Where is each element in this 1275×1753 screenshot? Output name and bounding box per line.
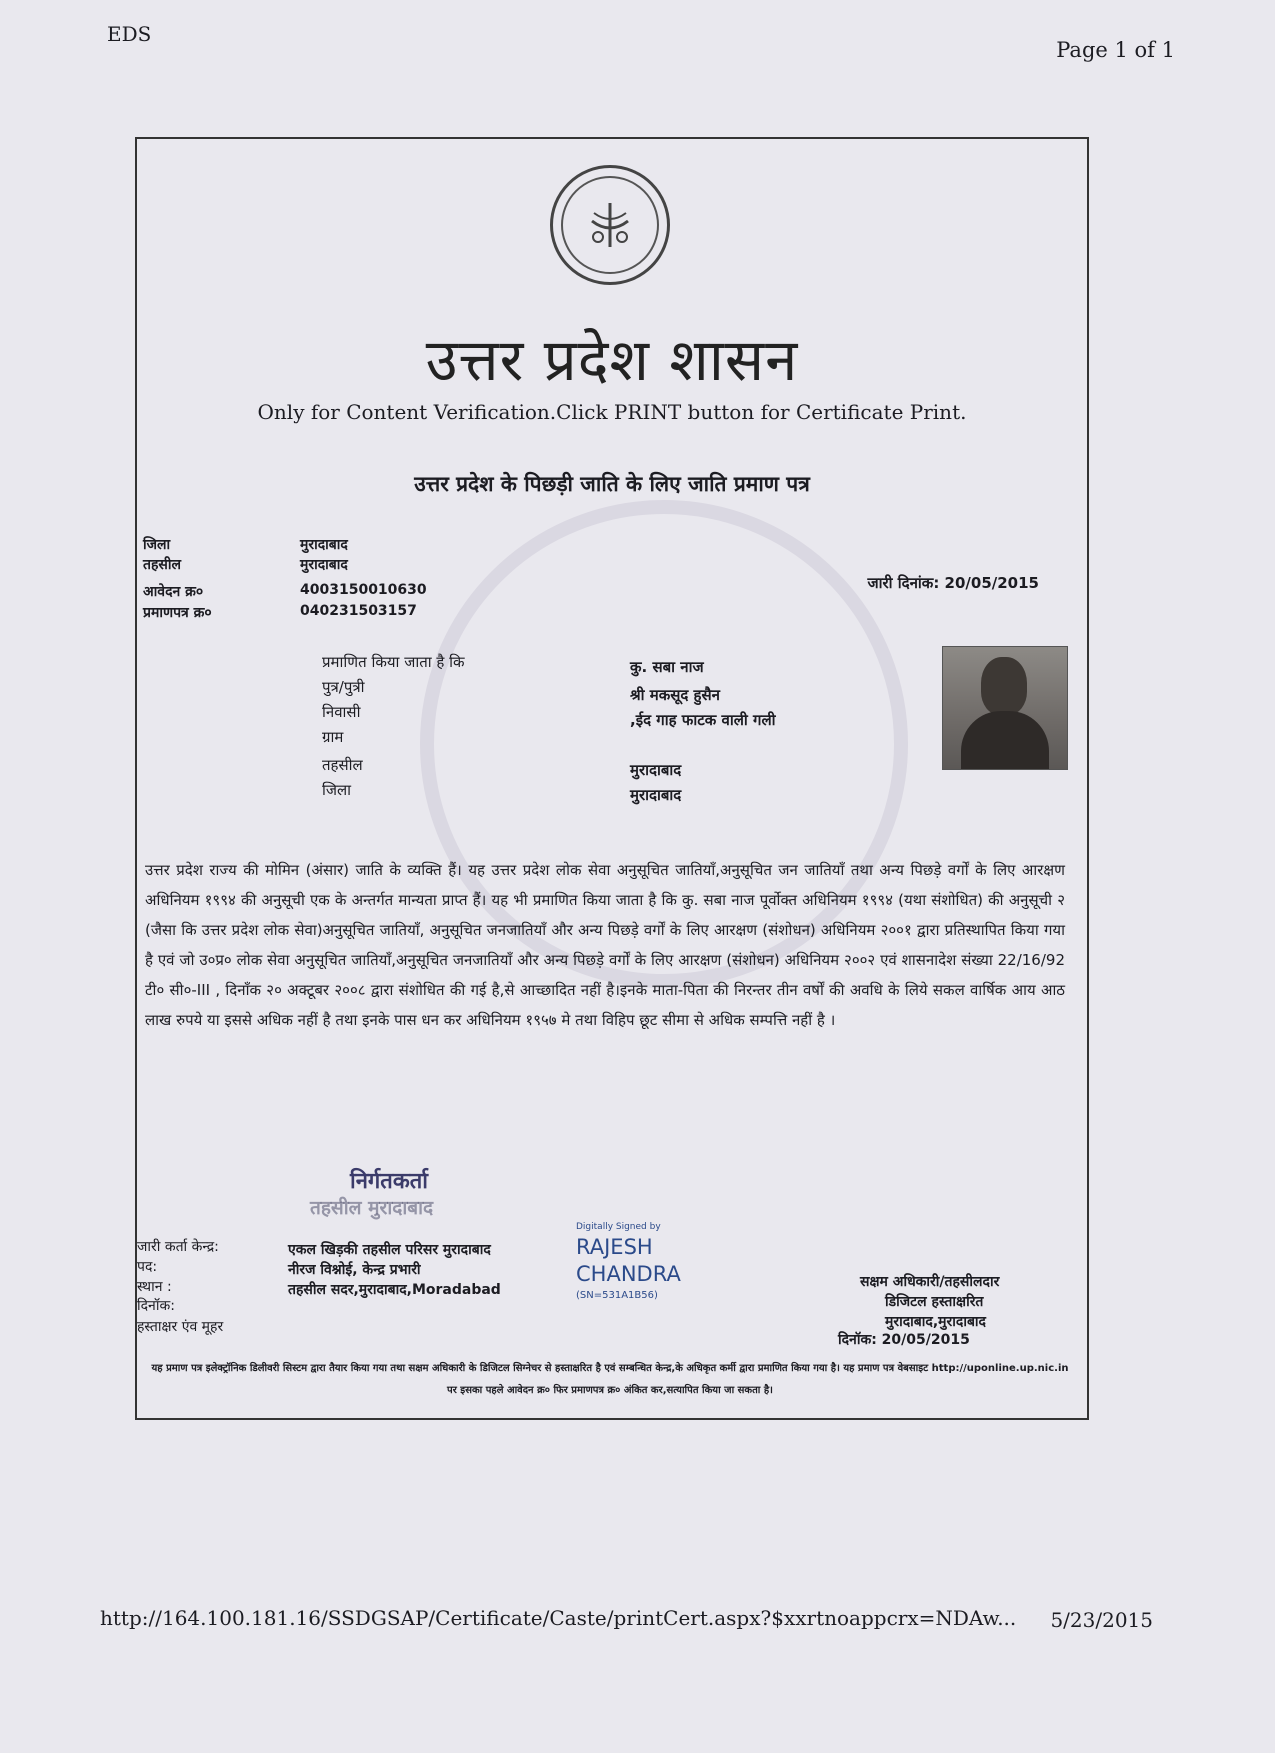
- verification-footer-note: यह प्रमाण पत्र इलेक्ट्रॉनिक डिलीवरी सिस्टम द्वारा तैयार किया गया तथा सक्षम अधिकारी के डिजिटल सिग्नेचर से हस्ताक्षरित है एवं सम्बन्धित केन्द्र,के अधिकृत कर्मी द्वारा प्रमाणित किया गया है। यह प्रमाण पत्र वेबसाइट http://uponline.up.nic.in पर इसका पहले आवेदन क्र० फिर प्रमाणपत्र क्र० अंकित कर,सत्यापित किया जा सकता है।: [151, 1363, 1069, 1396]
- print-url: http://164.100.181.16/SSDGSAP/Certificate/Caste/printCert.aspx?$xxrtnoappcrx=NDAw...: [100, 1606, 1017, 1630]
- issuer-label-date: दिनॉक:: [137, 1298, 175, 1314]
- digital-signature-caption: Digitally Signed by: [576, 1222, 661, 1232]
- certificate-body: उत्तर प्रदेश राज्य की मोमिन (अंसार) जाति के व्यक्ति हैं। यह उत्तर प्रदेश लोक सेवा अनुसूचित जातियाँ,अनुसूचित जन जातियाँ तथा अन्य पिछड़े वर्गों के लिए आरक्षण अधिनियम १९९४ की अनुसूची एक के अन्तर्गत मान्यता प्राप्त हैं। यह भी प्रमाणित किया जाता है कि कु. सबा नाज पूर्वोक्त अधिनियम १९९४ (यथा संशोधित) की अनुसूची २ (जैसा कि उत्तर प्रदेश लोक सेवा)अनुसूचित जातियाँ, अनुसूचित जनजातियाँ और अन्य पिछड़े वर्गों के लिए आरक्षण (संशोधन) अधिनियम २००१ द्वारा प्रतिस्थापित किया गया है एवं जो उ०प्र० लोक सेवा अनुसूचित जातियाँ,अनुसूचित जनजातियाँ और अन्य पिछड़े वर्गों के लिए आरक्षण (संशोधन) अधिनियम २००२ एवं शासनादेश संख्या 22/16/92 टी० सी०-III , दिनाँक २० अक्टूबर २००८ द्वारा संशोधित की गई है,से आच्छादित नहीं है।इनके माता-पिता की निरन्तर तीन वर्षों की अवधि के लिये सकल वार्षिक आय आठ लाख रुपये या इससे अधिक नहीं है तथा इनके पास धन कर अधिनियम १९५७ मे तथा विहिप छूट सीमा से अधिक सम्पत्ति नहीं है ।: [145, 861, 1065, 1029]
- applicant-photo: [942, 646, 1068, 770]
- digital-signer-first-name: RAJESH: [576, 1235, 653, 1259]
- person-name: कु. सबा नाज: [630, 658, 704, 676]
- meta-label-application-no: आवेदन क्र०: [143, 584, 204, 600]
- issuer-label-center: जारी कर्ता केन्द्र:: [137, 1239, 219, 1255]
- issuer-value-place: तहसील सदर,मुरादाबाद,Moradabad: [288, 1282, 501, 1298]
- meta-label-tehsil: तहसील: [143, 557, 181, 573]
- meta-value-tehsil: मुरादाबाद: [300, 557, 348, 573]
- issuer-label-post: पद:: [137, 1259, 158, 1275]
- page-number: Page 1 of 1: [1056, 38, 1175, 62]
- person-tehsil: मुरादाबाद: [630, 761, 682, 779]
- person-label-village: ग्राम: [322, 728, 344, 746]
- print-date: 5/23/2015: [1050, 1608, 1153, 1632]
- government-title: उत्तर प्रदेश शासन: [425, 326, 799, 394]
- meta-value-certificate-no: 040231503157: [300, 603, 417, 619]
- issuer-value-post: नीरज विश्नोई, केन्द्र प्रभारी: [288, 1262, 421, 1278]
- person-address: ,ईद गाह फाटक वाली गली: [630, 711, 776, 729]
- meta-value-district: मुरादाबाद: [300, 537, 348, 553]
- certificate-title: उत्तर प्रदेश के पिछड़ी जाति के लिए जाति प्रमाण पत्र: [414, 472, 810, 496]
- authority-digital-signed: डिजिटल हस्ताक्षरित: [885, 1294, 984, 1310]
- meta-label-district: जिला: [143, 537, 171, 553]
- state-emblem-icon: [550, 165, 670, 285]
- verification-note: Only for Content Verification.Click PRINT button for Certificate Print.: [257, 400, 967, 424]
- digital-signature-serial: (SN=531A1B56): [576, 1290, 658, 1301]
- print-header-left: EDS: [107, 22, 152, 46]
- person-district: मुरादाबाद: [630, 786, 682, 804]
- handwritten-signature: निर्गतकर्ता: [350, 1169, 428, 1194]
- authority-location: मुरादाबाद,मुरादाबाद: [885, 1314, 986, 1330]
- issuer-label-place: स्थान :: [137, 1279, 172, 1295]
- authority-date: दिनॉक: 20/05/2015: [838, 1332, 970, 1348]
- digital-signer-last-name: CHANDRA: [576, 1262, 681, 1286]
- issuer-value-center: एकल खिड़की तहसील परिसर मुरादाबाद: [288, 1242, 491, 1258]
- issue-date: जारी दिनांक: 20/05/2015: [867, 574, 1039, 592]
- person-label-resident: निवासी: [322, 703, 361, 721]
- issuer-label-sign-seal: हस्ताक्षर एंव मूहर: [137, 1319, 224, 1335]
- tehsil-stamp: तहसील मुरादाबाद: [310, 1197, 434, 1219]
- person-parent: श्री मकसूद हुसैन: [630, 686, 720, 704]
- person-label-certified: प्रमाणित किया जाता है कि: [322, 653, 465, 671]
- person-label-tehsil: तहसील: [322, 756, 363, 774]
- person-label-district: जिला: [322, 781, 352, 799]
- authority-title: सक्षम अधिकारी/तहसीलदार: [860, 1274, 1000, 1290]
- meta-value-application-no: 4003150010630: [300, 582, 427, 598]
- meta-label-certificate-no: प्रमाणपत्र क्र०: [143, 605, 212, 621]
- person-label-child-of: पुत्र/पुत्री: [322, 678, 365, 696]
